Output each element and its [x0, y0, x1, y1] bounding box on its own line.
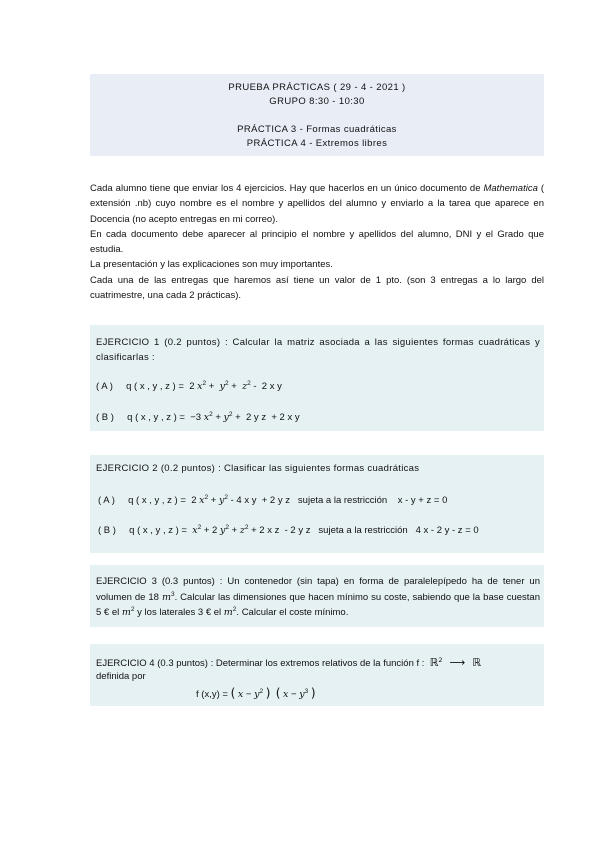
exercise-1-form-b: ( B ) q ( x , y , z ) = −3 $x^2 + y^2 + 2$ y z + 2 x y: [96, 411, 300, 423]
exercise-4-function: f (x,y) = ( $x - y^2$ ) ( $x - y^3$ ): [196, 686, 316, 700]
exercise-2-form-a: ( A ) q ( x , y , z ) = 2 $x^2 + y^2 - 4$ x y + 2 y z sujeta a la restricción x - y + z = 0: [98, 494, 448, 506]
exercise-3-text: EJERCICIO 3 (0.3 puntos) : Un contenedor (sin tapa) en forma de paralelepípedo ha de tener un volumen de 18 $m^3$. Calcular las dimensiones que hacen mínimo su coste, sabiendo que la base cuestan 5 € el $m^2$ y los laterales 3 € el $m^2$. Calcular el coste mínimo.: [96, 576, 540, 618]
header-line-4: PRÁCTICA 4 - Extremos libres: [246, 138, 388, 149]
instructions-p2: En cada documento debe aparecer al principio el nombre y apellidos del alumno, DNI y el Grado que estudia.: [90, 228, 544, 256]
exercise-4: [90, 644, 544, 706]
header-line-3: PRÁCTICA 3 - Formas cuadráticas: [237, 124, 397, 135]
unit-m3: m: [161, 591, 171, 603]
mathematica-text: Mathematica: [483, 183, 538, 194]
exercise-2-title: EJERCICIO 2 (0.2 puntos) : Clasificar las siguientes formas cuadráticas: [96, 463, 420, 474]
unit-m2: m: [223, 607, 233, 618]
unit-m2: m: [121, 607, 131, 618]
header-line-1: PRUEBA PRÁCTICAS ( 29 - 4 - 2021 ): [228, 82, 406, 93]
form-b-expression: −3 $x^2 + y^2 + 2$ y z + 2 x y: [190, 411, 300, 423]
exercise-2-form-b: ( B ) q ( x , y , z ) = $x^2 + 2$ $y^2 + z^2 + 2$ x z - 2 y z sujeta a la restricción 4 x - 2 y - z = 0: [98, 524, 479, 536]
instructions-p1: Cada alumno tiene que enviar los 4 ejercicios. Hay que hacerlos en un único documento de Mathematica ( extensión .nb) cuyo nombre es el nombre y apellidos del alumno y enviarlo a la tarea que aparece en Docencia (no acepto entregas en mi correo).: [90, 183, 545, 225]
header-banner: [90, 74, 544, 156]
form-b-expression: $x^2 + 2$ $y^2 + z^2 + 2$ x z - 2 y z: [192, 524, 311, 536]
exercise-1-form-a: ( A ) q ( x , y , z ) = 2 $x^2 + y^2 + z^2 - 2$ x y: [96, 380, 282, 392]
form-a-expression: 2 $x^2 + y^2 + z^2 - 2$ x y: [189, 380, 282, 392]
instructions: [90, 181, 544, 303]
function-mapping: ℝ$^2$ ⟶ ℝ: [429, 656, 482, 669]
form-a-expression: 2 $x^2 + y^2 - 4$ x y + 2 y z: [191, 494, 290, 506]
exercise-4-line-1: EJERCICIO 4 (0.3 puntos) : Determinar los extremos relativos de la función f : ℝ$^2$ ⟶ ℝ: [96, 656, 482, 669]
instructions-p4: Cada una de las entregas que haremos así tiene un valor de 1 pto. (son 3 entregas a lo largo del cuatrimestre, una cada 2 prácticas).: [90, 274, 544, 302]
header-line-2: GRUPO 8:30 - 10:30: [269, 96, 365, 107]
exercise-1-title: EJERCICIO 1 (0.2 puntos) : Calcular la matriz asociada a las siguientes formas cuadráticas y clasificarlas :: [96, 337, 540, 363]
exercise-4-line-2: definida por: [96, 671, 146, 682]
exercise-1: [90, 325, 544, 431]
exercise-3: [90, 565, 544, 627]
instructions-p3: La presentación y las explicaciones son muy importantes.: [90, 259, 333, 271]
exercise-2: [90, 455, 544, 553]
